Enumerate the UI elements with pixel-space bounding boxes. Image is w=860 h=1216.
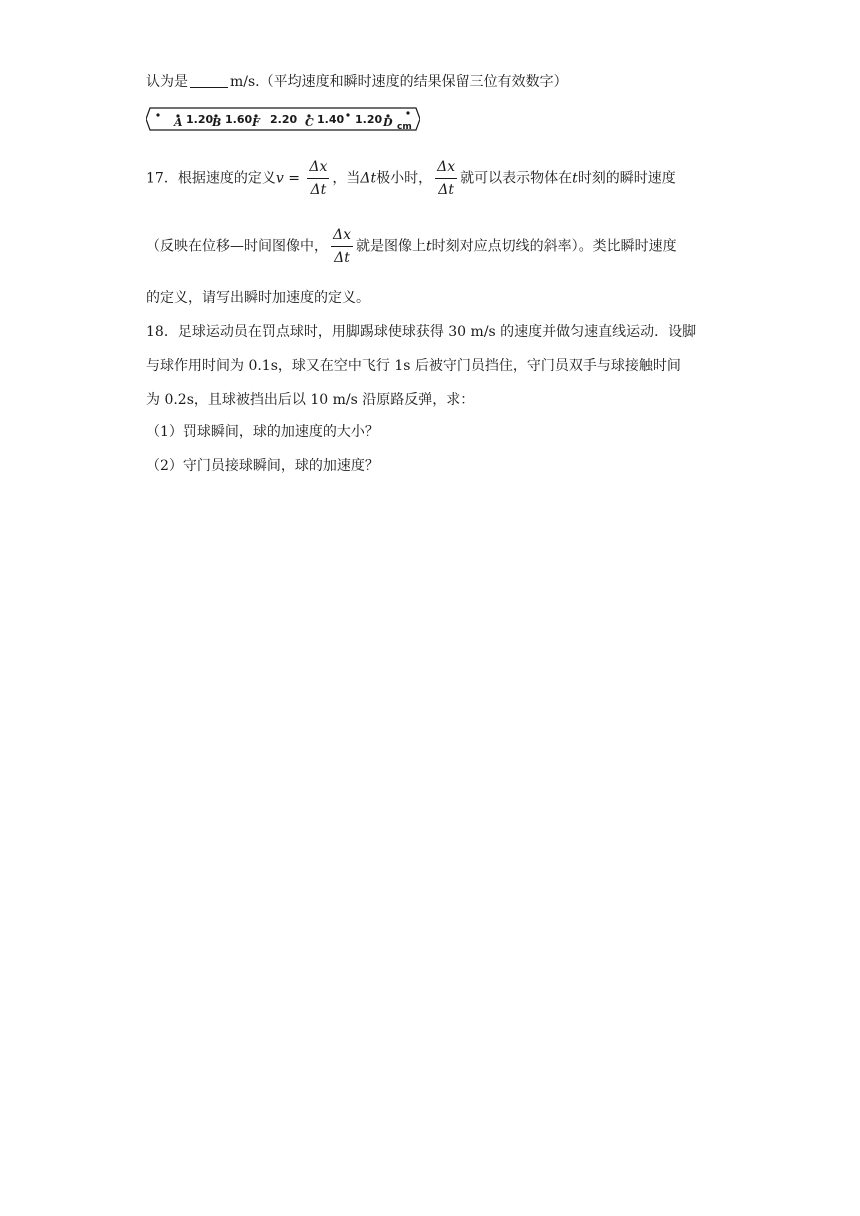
tape-unit: cm bbox=[397, 122, 412, 132]
tape-dot-start bbox=[156, 113, 159, 116]
time-symbol: t bbox=[572, 170, 578, 187]
slope-fraction bbox=[331, 226, 353, 267]
tape-point-b: B bbox=[212, 116, 222, 129]
q17-line-2 bbox=[146, 226, 677, 267]
ticker-tape-figure bbox=[146, 106, 420, 132]
time-symbol: t bbox=[426, 238, 432, 255]
q17-number: 17． bbox=[146, 170, 178, 187]
q18-subquestion-1: （1）罚球瞬间，球的加速度的大小？ bbox=[146, 424, 379, 440]
q17-line2-b: 就是图像上 bbox=[356, 238, 427, 255]
q17-line2-a: （反映在位移—时间图像中， bbox=[146, 238, 328, 255]
ratio-fraction bbox=[435, 158, 457, 199]
tape-segment-5: 1.20 bbox=[355, 113, 383, 126]
q17-text-5: 时刻的瞬时速度 bbox=[577, 170, 676, 187]
q18-text-1: 足球运动员在罚点球时，用脚踢球使球获得 30 m/s 的速度并做匀速直线运动．设脚 bbox=[177, 324, 697, 340]
equals-sign: = bbox=[283, 170, 305, 187]
tape-point-c: C bbox=[305, 116, 314, 129]
fraction-numerator: Δx bbox=[307, 158, 329, 179]
q17-text-2: ，当 bbox=[332, 170, 361, 187]
tape-segment-2: 1.60 bbox=[225, 113, 253, 126]
q17-text-4: 就可以表示物体在 bbox=[460, 170, 573, 187]
fraction-denominator: Δt bbox=[310, 182, 327, 198]
q16-unit-note: m/s.（平均速度和瞬时速度的结果保留三位有效数字） bbox=[230, 74, 568, 90]
answer-blank[interactable] bbox=[190, 73, 228, 88]
q18-subquestion-2: （2）守门员接球瞬间，球的加速度？ bbox=[146, 458, 379, 474]
q16-answer-line bbox=[146, 72, 568, 92]
tape-point-a: A bbox=[174, 116, 183, 129]
tape-dot-end bbox=[406, 111, 409, 114]
tape-segment-3: 2.20 bbox=[270, 113, 298, 126]
tape-point-f: F bbox=[252, 116, 260, 129]
q17-line2-c: 时刻对应点切线的斜率）。类比瞬时速度 bbox=[431, 238, 677, 255]
tape-segment-1: 1.20 bbox=[186, 113, 214, 126]
q18-number: 18． bbox=[146, 324, 178, 340]
q18-line-1 bbox=[146, 322, 696, 342]
fraction-denominator: Δt bbox=[334, 250, 350, 266]
q18-line-2: 与球作用时间为 0.1s，球又在空中飞行 1s 后被守门员挡住，守门员双手与球接触时间 bbox=[146, 358, 681, 374]
fraction-numerator: Δx bbox=[331, 226, 353, 247]
velocity-fraction bbox=[307, 158, 329, 199]
fraction-denominator: Δt bbox=[438, 182, 455, 198]
q17-line-3: 的定义，请写出瞬时加速度的定义。 bbox=[146, 290, 370, 306]
tape-point-d: D bbox=[383, 116, 393, 129]
q17-text-1: 根据速度的定义 bbox=[177, 170, 276, 187]
velocity-symbol: v bbox=[275, 170, 284, 187]
tape-segment-4: 1.40 bbox=[317, 113, 345, 126]
q17-line-1 bbox=[146, 158, 676, 199]
delta-t-symbol: Δt bbox=[360, 170, 377, 187]
q18-line-3: 为 0.2s，且球被挡出后以 10 m/s 沿原路反弹，求： bbox=[146, 392, 475, 408]
q17-text-3: 极小时， bbox=[376, 170, 433, 187]
fraction-numerator: Δx bbox=[435, 158, 457, 179]
q16-prefix: 认为是 bbox=[146, 74, 188, 90]
tape-dot-mid bbox=[346, 113, 349, 116]
